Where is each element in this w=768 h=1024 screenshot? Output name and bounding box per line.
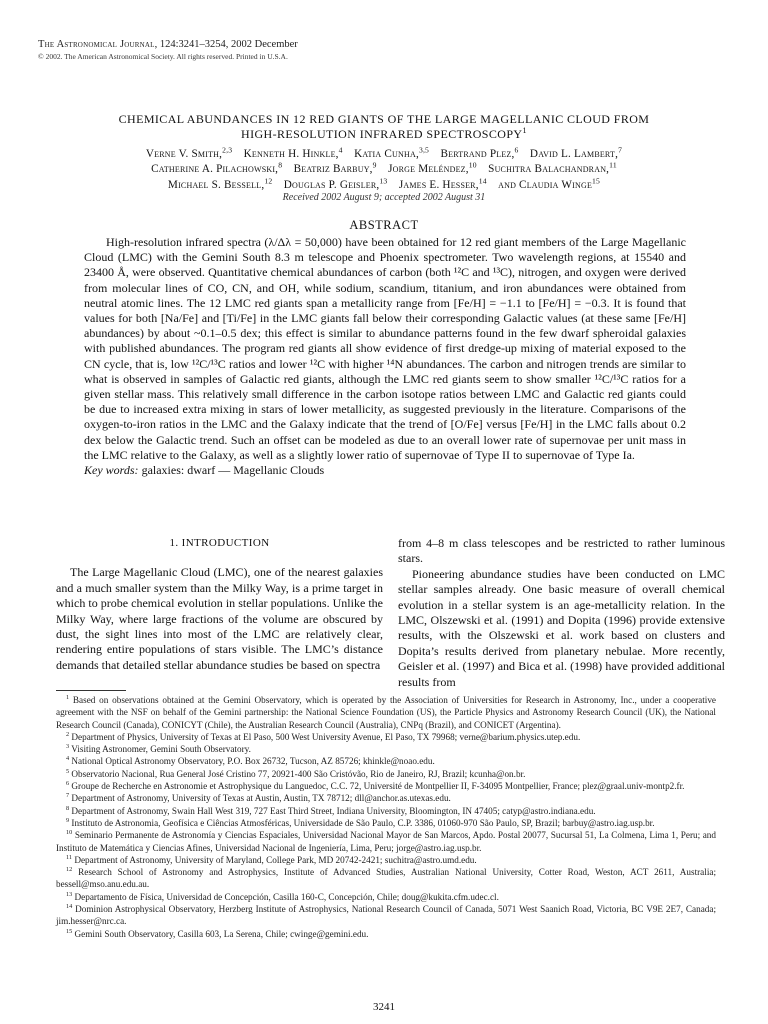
author-name: and Claudia Winge: [498, 178, 593, 191]
footnote: [56, 731, 716, 743]
footnote-text: National Optical Astronomy Observatory, P.O. Box 26732, Tucson, AZ 85726; khinkle@noao.edu.: [71, 756, 435, 767]
left-column: [56, 536, 383, 673]
article-title: [60, 112, 708, 142]
footnote: [56, 805, 716, 817]
author-name: James E. Hesser,: [398, 178, 479, 191]
author-list: [60, 147, 708, 193]
title-footnote-mark: 1: [522, 126, 527, 135]
footnote-mark: 2: [66, 730, 70, 738]
keywords-text: galaxies: dwarf — Magellanic Clouds: [138, 463, 325, 478]
author-name: David L. Lambert,: [529, 148, 619, 160]
footnote-mark: 4: [66, 755, 70, 763]
abstract-block: [84, 235, 686, 478]
author-name: Katia Cunha,: [354, 148, 419, 160]
footnote-mark: 6: [66, 780, 70, 788]
author-name: Verne V. Smith,: [145, 148, 223, 160]
footnote-text: Visiting Astronomer, Gemini South Observatory.: [71, 744, 251, 755]
footnote-text: Department of Physics, University of Texas at El Paso, 500 West University Avenue, El Paso, TX 79968; verne@barium.physics.utep.edu.: [71, 731, 581, 742]
author-affiliation-mark: 4: [338, 145, 343, 155]
journal-name: The Astronomical Journal: [38, 39, 155, 50]
author-line-3: [60, 178, 708, 193]
footnote-mark: 1: [66, 693, 70, 701]
footnote-text: Groupe de Recherche en Astronomie et Astrophysique du Languedoc, C.C. 72, Université de Montpellier II, F-34095 Montpellier, France; plez@graal.univ-montp2.fr.: [71, 781, 685, 792]
title-line-2: HIGH-RESOLUTION INFRARED SPECTROSCOPY: [241, 127, 523, 141]
footnote: [56, 743, 716, 755]
keywords-line: [84, 463, 686, 478]
author-affiliation-mark: 14: [478, 176, 487, 186]
author-affiliation-mark: 9: [372, 160, 377, 170]
footnote-mark: 14: [66, 902, 73, 910]
footnote-mark: 9: [66, 816, 70, 824]
author-affiliation-mark: 3,5: [418, 145, 430, 155]
author-name: Jorge Meléndez,: [388, 163, 469, 176]
footnote: [56, 829, 716, 854]
footnote-mark: 11: [66, 853, 73, 861]
footnotes: [56, 694, 716, 940]
footnote: [56, 903, 716, 928]
author-name: Bertrand Plez,: [440, 148, 515, 160]
copyright-line: © 2002. The American Astronomical Society. All rights reserved. Printed in U.S.A.: [38, 52, 288, 61]
author-name: Michael S. Bessell,: [167, 178, 265, 191]
author-affiliation-mark: 2,3: [222, 145, 233, 155]
footnote-text: Dominion Astrophysical Observatory, Herzberg Institute of Astrophysics, National Research Council of Canada, 5071 West Saanich Road, Victoria, BC V9E 2E7, Canada; jim.hesser@nrc.ca.: [56, 904, 716, 927]
author-name: Suchitra Balachandran,: [488, 163, 610, 176]
author-name: Douglas P. Geisler,: [283, 178, 380, 191]
footnote-text: Department of Astronomy, University of Maryland, College Park, MD 20742-2421; suchitra@astro.umd.edu.: [74, 854, 477, 865]
abstract-heading: ABSTRACT: [349, 218, 419, 232]
intro-paragraph-1: The Large Magellanic Cloud (LMC), one of the nearest galaxies and a much smaller system than the Milky Way, is a prime target in which to probe chemical evolution in stellar populations. Unlike the Milky Way, where large fractions of the volume are obscured by dust, the sight lines into most of the LMC are relatively clear, rendering entire populations of stars visible. The LMC’s distance demands that detailed stellar abundance studies be based on spectra: [56, 565, 383, 672]
footnote-mark: 8: [66, 804, 70, 812]
footnote-rule: [56, 690, 126, 691]
received-dates: Received 2002 August 9; accepted 2002 August 31: [282, 192, 486, 203]
footnote: [56, 854, 716, 866]
footnote-mark: 12: [66, 866, 73, 874]
author-name: Catherine A. Pilachowski,: [151, 163, 279, 176]
footnote-text: Observatorio Nacional, Rua General José Cristino 77, 20921-400 São Cristóvão, Rio de Janeiro, RJ, Brazil; kcunha@on.br.: [71, 768, 526, 779]
footnote-mark: 5: [66, 767, 70, 775]
author-affiliation-mark: 12: [264, 176, 273, 186]
footnote: [56, 768, 716, 780]
footnote-mark: 10: [66, 829, 73, 837]
section-heading-introduction: 1. INTRODUCTION: [169, 537, 270, 549]
journal-citation: , 124:3241–3254, 2002 December: [154, 39, 298, 50]
intro-paragraph-1-continued: from 4–8 m class telescopes and be restricted to rather luminous stars.: [398, 536, 725, 566]
footnote-text: Seminario Permanente de Astronomía y Ciencias Espaciales, Universidad Nacional Mayor de San Marcos, Apdo. Postal 20077, Sucursal 51, La Colmena, Lima 1, Peru; and Instituto de Matemática y Ciencias Afines, Universidad Nacional de Ingeniería, Lima, Peru; jorge@astro.iag.usp.br.: [56, 830, 716, 853]
author-affiliation-mark: 13: [379, 176, 388, 186]
right-column: [398, 536, 725, 690]
footnote-text: Instituto de Astronomia, Geofísica e Ciências Atmosféricas, Universidade de São Paulo, C.P. 3386, 01060-970 São Paulo, SP, Brazil; barbuy@astro.iag.usp.br.: [71, 817, 655, 828]
footnote-text: Based on observations obtained at the Gemini Observatory, which is operated by the Association of Universities for Research in Astronomy, Inc., under a cooperative agreement with the NSF on behalf of the Gemini partnership: the National Science Foundation (US), the Particle Physics and Astronomy Research Council (UK), the National Research Council (Canada), CONICYT (Chile), the Australian Research Council (Australia), CNPq (Brazil), and CONICET (Argentina).: [56, 695, 717, 730]
footnote: [56, 928, 716, 940]
author-affiliation-mark: 8: [278, 160, 283, 170]
footnote: [56, 891, 716, 903]
footnote-text: Department of Astronomy, Swain Hall West 319, 727 East Third Street, Indiana University, Bloomington, IN 47405; catyp@astro.indiana.edu.: [71, 805, 596, 816]
author-affiliation-mark: 7: [618, 145, 623, 155]
footnote-mark: 15: [66, 927, 73, 935]
intro-paragraph-2: Pioneering abundance studies have been conducted on LMC stellar samples already. One basic measure of overall chemical evolution in a stellar system is an age-metallicity relation. In the LMC, Olszewski et al. (1991) and Dopita (1996) provide extensive results, with the Olszewski et al. work based on clusters and Dopita’s results derived from planetary nebulae. More recently, Geisler et al. (1997) and Bica et al. (1998) have provided additional results from: [398, 566, 725, 689]
footnote: [56, 866, 716, 891]
footnote: [56, 780, 716, 792]
footnote: [56, 694, 716, 731]
footnote-text: Department of Astronomy, University of Texas at Austin, Austin, TX 78712; dll@anchor.as.utexas.edu.: [71, 793, 451, 804]
author-affiliation-mark: 11: [609, 160, 617, 170]
author-affiliation-mark: 10: [468, 160, 477, 170]
footnote: [56, 817, 716, 829]
footnote: [56, 755, 716, 767]
author-name: Kenneth H. Hinkle,: [243, 148, 339, 160]
abstract-text: High-resolution infrared spectra (λ/Δλ = 50,000) have been obtained for 12 red giant members of the Large Magellanic Cloud (LMC) with the Gemini South 8.3 m telescope and Phoenix spectrometer. Two wavelength regions, at 15540 and 23400 Å, were observed. Quantitative chemical abundances of carbon (both ¹²C and ¹³C), nitrogen, and oxygen were derived from molecular lines of CO, CN, and OH, while sodium, scandium, titanium, and iron abundances were obtained from neutral atomic lines. The 12 LMC red giants span a metallicity range from [Fe/H] = −1.1 to [Fe/H] = −0.3. It is found that values for both [Na/Fe] and [Ti/Fe] in the LMC giants fall below their corresponding Galactic values (at these same [Fe/H] abundances) by about ~0.1–0.5 dex; this effect is similar to abundance patterns found in the few dwarf spheroidal galaxies with published abundances. The program red giants all show evidence of first dredge-up mixing of material exposed to the CN cycle, that is, low ¹²C/¹³C ratios and lower ¹²C with higher ¹⁴N abundances. The carbon and nitrogen trends are similar to what is observed in samples of Galactic red giants, although the LMC red giants seem to show smaller ¹²C/¹³C ratios for a given stellar mass. This relatively small difference in the carbon isotope ratios between LMC and Galactic red giants could be due to increased extra mixing in stars of lower metallicity, as suggested previously in the literature. Comparisons of the oxygen-to-iron ratios in the LMC and the Galaxy indicate that the trend of [O/Fe] versus [Fe/H] in the LMC falls about 0.2 dex below the Galactic trend. Such an offset can be modeled as due to an overall lower rate of supernovae per unit mass in the LMC relative to the Galaxy, as well as a slightly lower ratio of supernovae of Type II to supernovae of Type Ia.: [84, 235, 686, 462]
author-affiliation-mark: 15: [592, 176, 601, 186]
footnote-mark: 7: [66, 792, 70, 800]
footnote-text: Gemini South Observatory, Casilla 603, La Serena, Chile; cwinge@gemini.edu.: [74, 928, 369, 939]
title-line-1: CHEMICAL ABUNDANCES IN 12 RED GIANTS OF THE LARGE MAGELLANIC CLOUD FROM: [118, 112, 650, 126]
author-affiliation-mark: 6: [514, 145, 519, 155]
running-head: [38, 38, 298, 52]
page-number: 3241: [373, 1001, 395, 1013]
footnote-mark: 13: [66, 890, 73, 898]
keywords-label: Key words:: [84, 463, 139, 478]
footnote-mark: 3: [66, 743, 70, 751]
footnote-text: Departamento de Física, Universidad de Concepción, Casilla 160-C, Concepción, Chile; doug@kukita.cfm.udec.cl.: [74, 891, 499, 902]
footnote-text: Research School of Astronomy and Astrophysics, Institute of Advanced Studies, Australian National University, Cotter Road, Weston, ACT 2611, Australia; bessell@mso.anu.edu.au.: [56, 867, 716, 890]
footnote: [56, 792, 716, 804]
author-name: Beatriz Barbuy,: [293, 163, 373, 176]
